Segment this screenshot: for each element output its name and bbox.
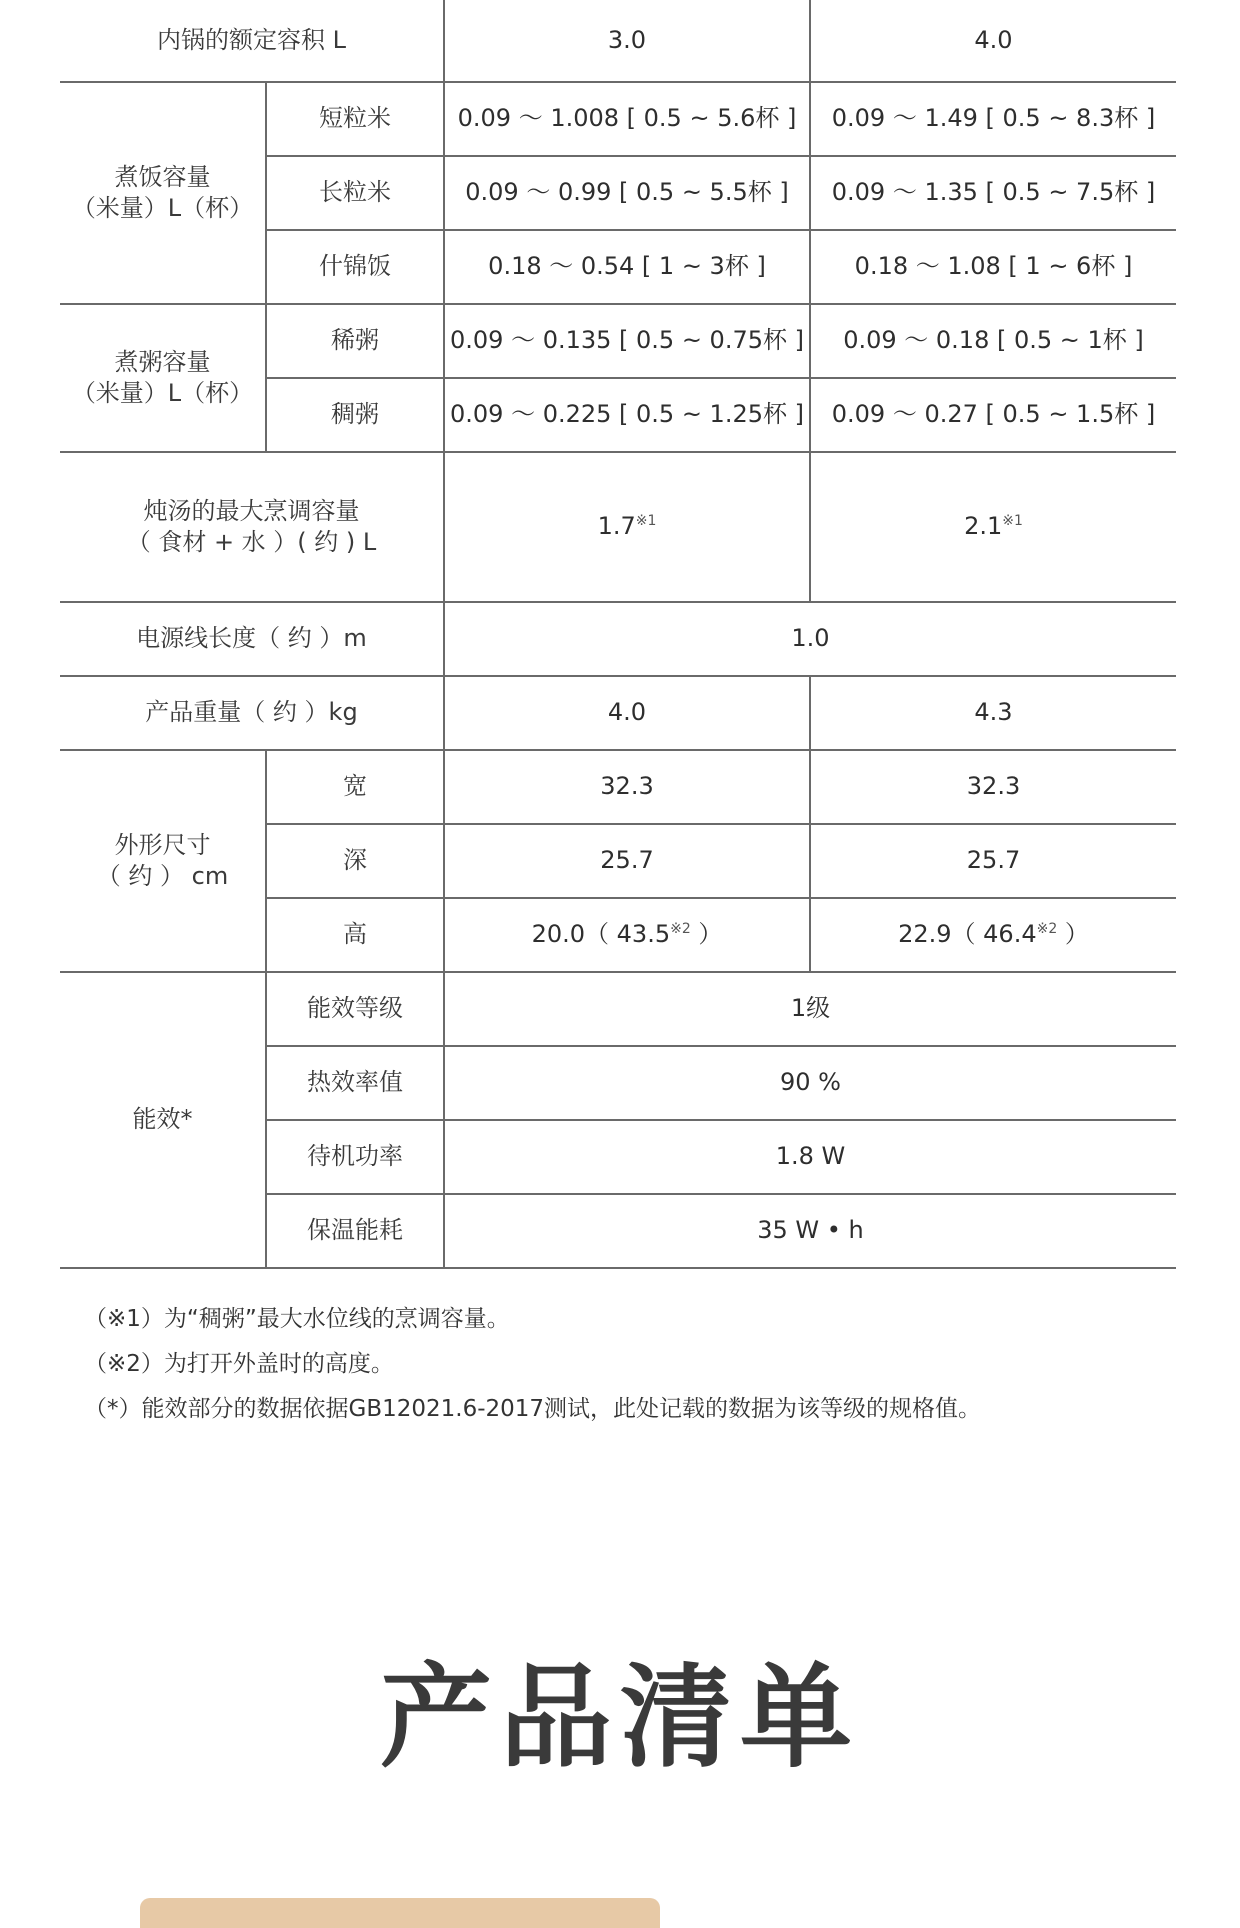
inner-pot-value-2: 4.0 [810, 0, 1176, 82]
inner-pot-label: 内锅的额定容积 L [60, 0, 444, 82]
porridge-capacity-label: 煮粥容量 （米量）L（杯） [60, 304, 266, 452]
efficiency-grade-label: 能效等级 [266, 972, 444, 1046]
keep-warm-energy-label: 保温能耗 [266, 1194, 444, 1268]
table-row [60, 304, 1176, 378]
weight-value-2: 4.3 [810, 676, 1176, 750]
rice-value-1: 0.09 ～ 1.008 [ 0.5 ~ 5.6杯 ] [444, 82, 810, 156]
porridge-value-1: 0.09 ～ 0.135 [ 0.5 ~ 0.75杯 ] [444, 304, 810, 378]
rice-value-2: 0.09 ～ 1.35 [ 0.5 ~ 7.5杯 ] [810, 156, 1176, 230]
rice-value-1: 0.18 ～ 0.54 [ 1 ~ 3杯 ] [444, 230, 810, 304]
width-value-1: 32.3 [444, 750, 810, 824]
inner-pot-value-1: 3.0 [444, 0, 810, 82]
table-row [60, 602, 1176, 676]
rice-value-1: 0.09 ～ 0.99 [ 0.5 ~ 5.5杯 ] [444, 156, 810, 230]
cord-length-label: 电源线长度（ 约 ）m [60, 602, 444, 676]
table-row [60, 972, 1176, 1046]
product-image-edge [140, 1898, 660, 1928]
width-label: 宽 [266, 750, 444, 824]
cord-length-value: 1.0 [444, 602, 1176, 676]
rice-sub-label: 什锦饭 [266, 230, 444, 304]
rice-capacity-label: 煮饭容量 （米量）L（杯） [60, 82, 266, 304]
weight-label: 产品重量（ 约 ）kg [60, 676, 444, 750]
table-row [60, 676, 1176, 750]
standby-power-value: 1.8 W [444, 1120, 1176, 1194]
efficiency-label: 能效* [60, 972, 266, 1268]
porridge-sub-label: 稠粥 [266, 378, 444, 452]
table-row [60, 0, 1176, 82]
soup-value-1: 1.7$^{※1}$ [444, 452, 810, 602]
rice-sub-label: 短粒米 [266, 82, 444, 156]
spec-table [60, 0, 1176, 1269]
table-row [60, 452, 1176, 602]
porridge-sub-label: 稀粥 [266, 304, 444, 378]
thermal-efficiency-value: 90 % [444, 1046, 1176, 1120]
table-row [60, 82, 1176, 156]
efficiency-grade-value: 1级 [444, 972, 1176, 1046]
footnote-2: （※2）为打开外盖时的高度。 [84, 1351, 394, 1377]
table-row [60, 750, 1176, 824]
porridge-value-2: 0.09 ～ 0.18 [ 0.5 ~ 1杯 ] [810, 304, 1176, 378]
weight-value-1: 4.0 [444, 676, 810, 750]
keep-warm-energy-value: 35 W • h [444, 1194, 1176, 1268]
width-value-2: 32.3 [810, 750, 1176, 824]
depth-value-2: 25.7 [810, 824, 1176, 898]
height-value-2: 22.9（ 46.4$^{※2}$ ） [810, 898, 1176, 972]
porridge-value-2: 0.09 ～ 0.27 [ 0.5 ~ 1.5杯 ] [810, 378, 1176, 452]
height-label: 高 [266, 898, 444, 972]
section-title: 产品清单 [380, 1653, 860, 1783]
depth-label: 深 [266, 824, 444, 898]
soup-capacity-label: 炖汤的最大烹调容量 （ 食材 + 水 ）( 约 ) L [60, 452, 444, 602]
rice-value-2: 0.18 ～ 1.08 [ 1 ~ 6杯 ] [810, 230, 1176, 304]
footnote-1: （※1）为“稠粥”最大水位线的烹调容量。 [84, 1306, 510, 1332]
soup-value-2: 2.1$^{※1}$ [810, 452, 1176, 602]
height-value-1: 20.0（ 43.5$^{※2}$ ） [444, 898, 810, 972]
standby-power-label: 待机功率 [266, 1120, 444, 1194]
porridge-value-1: 0.09 ～ 0.225 [ 0.5 ~ 1.25杯 ] [444, 378, 810, 452]
rice-sub-label: 长粒米 [266, 156, 444, 230]
rice-value-2: 0.09 ～ 1.49 [ 0.5 ~ 8.3杯 ] [810, 82, 1176, 156]
depth-value-1: 25.7 [444, 824, 810, 898]
dimensions-label: 外形尺寸 （ 约 ） cm [60, 750, 266, 972]
thermal-efficiency-label: 热效率值 [266, 1046, 444, 1120]
footnote-3: （*）能效部分的数据依据GB12021.6-2017测试，此处记载的数据为该等级的规格值。 [84, 1396, 982, 1422]
